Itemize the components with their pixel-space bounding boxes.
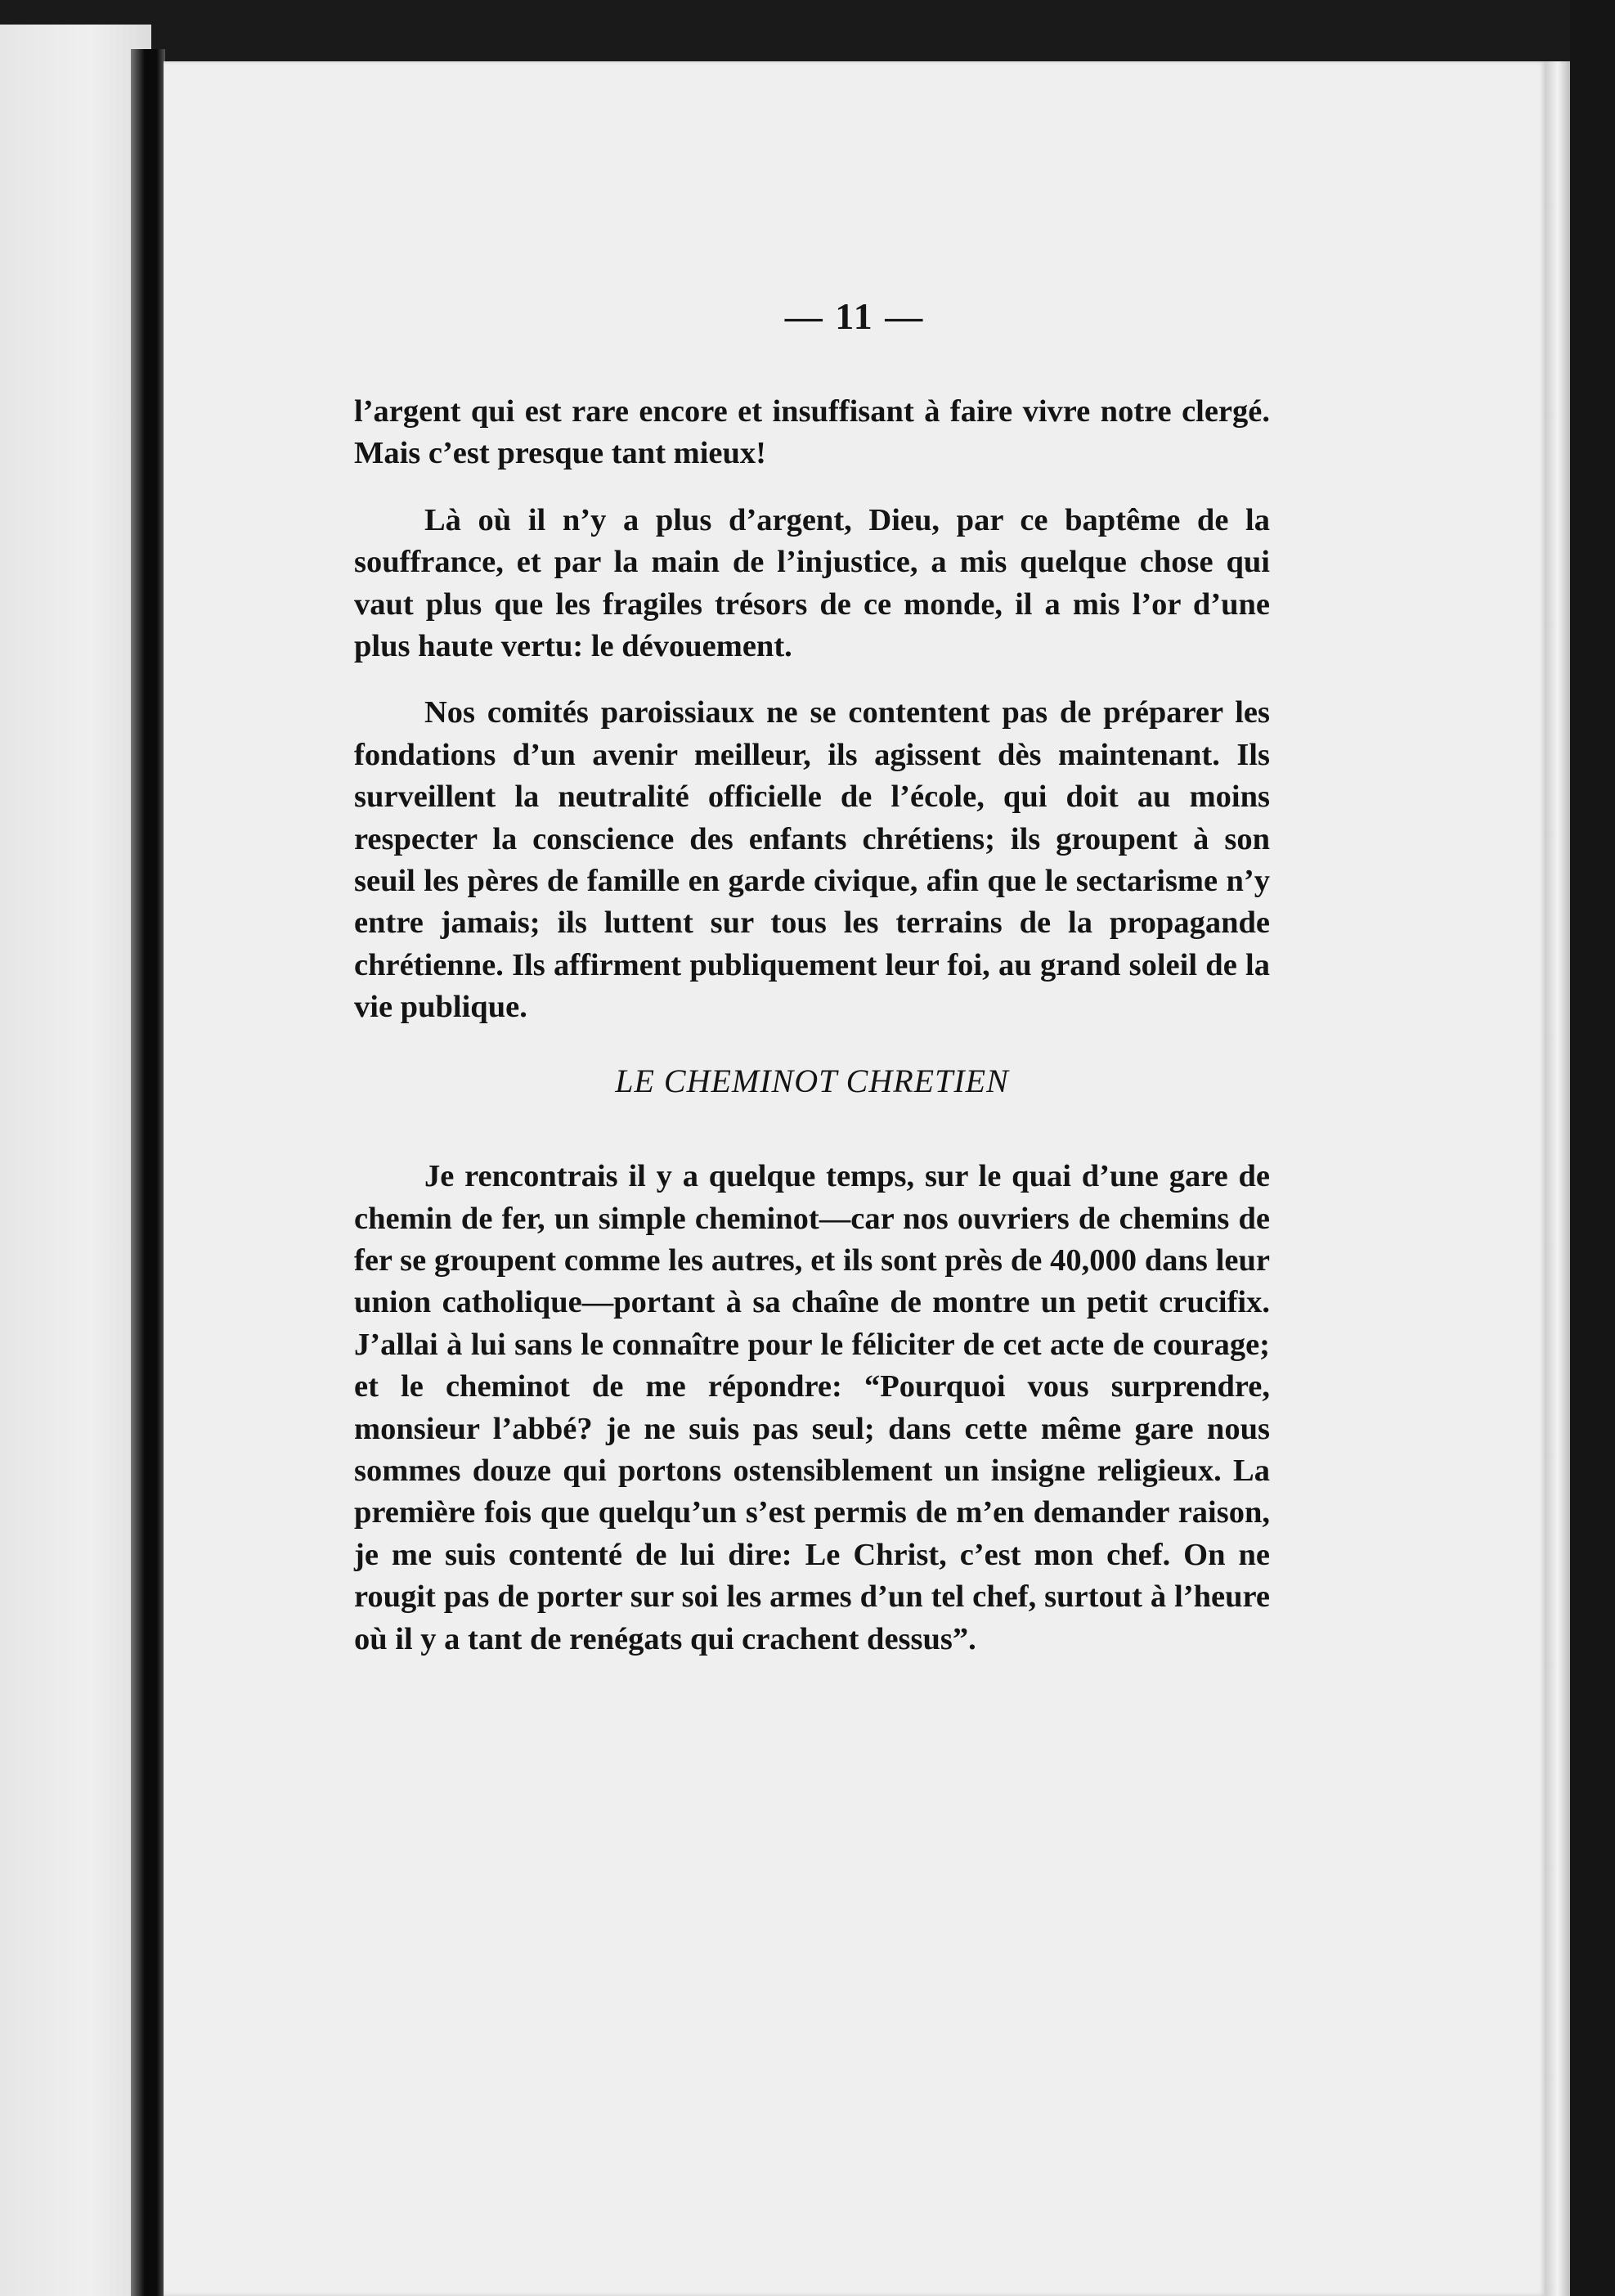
paragraph-3: Nos comités paroissiaux ne se contentent pas de préparer les fondations d’un avenir meilleur, ils agissent dès maintenant. Ils surveillent la neutralité officielle de l’école, qui doit au moins respecter la conscience des enfants chrétiens; ils groupent à son seuil les pères de famille en garde civique, afin que le sectarisme n’y entre jamais; ils luttent sur tous les terrains de la propagande chrétienne. Ils affirment publiquement leur foi, au grand soleil de la vie publique. <box>354 695 1270 1025</box>
section-heading: LE CHEMINOT CHRETIEN <box>615 1062 1009 1099</box>
page-stack-edge <box>1545 61 1570 2296</box>
paragraph-4: Je rencontrais il y a quelque temps, sur le quai d’une gare de chemin de fer, un simple cheminot—car nos ouvriers de chemins de fer se groupent comme les autres, et ils sont près de 40,000 dans leur union catholique—portant à sa chaîne de montre un petit crucifix. J’allai à lui sans le connaître pour le féliciter de cet acte de courage; et le cheminot de me répondre: “Pourquoi vous surprendre, monsieur l’abbé? je ne suis pas seul; dans cette même gare nous sommes douze qui portons ostensiblement un insigne religieux. La première fois que quelqu’un s’est permis de m’en demander raison, je me suis contenté de lui dire: Le Christ, c’est mon chef. On ne rougit pas de porter sur soi les armes d’un tel chef, surtout à l’heure où il y a tant de renégats qui crachent dessus”. <box>354 1159 1270 1656</box>
body-text <box>354 391 1270 1660</box>
previous-page-edge <box>0 25 151 2296</box>
book-gutter <box>131 49 165 2296</box>
paragraph-2: Là où il n’y a plus d’argent, Dieu, par ce baptême de la souffrance, et par la main de l’injustice, a mis quelque chose qui vaut plus que les fragiles trésors de ce monde, il a mis l’or d’une plus haute vertu: le dévouement. <box>354 502 1270 664</box>
paragraph-1: l’argent qui est rare encore et insuffisant à faire vivre notre clergé. Mais c’est presque tant mieux! <box>354 394 1270 471</box>
scan-background <box>1570 0 1615 2296</box>
page-number: — 11 — <box>784 295 925 337</box>
